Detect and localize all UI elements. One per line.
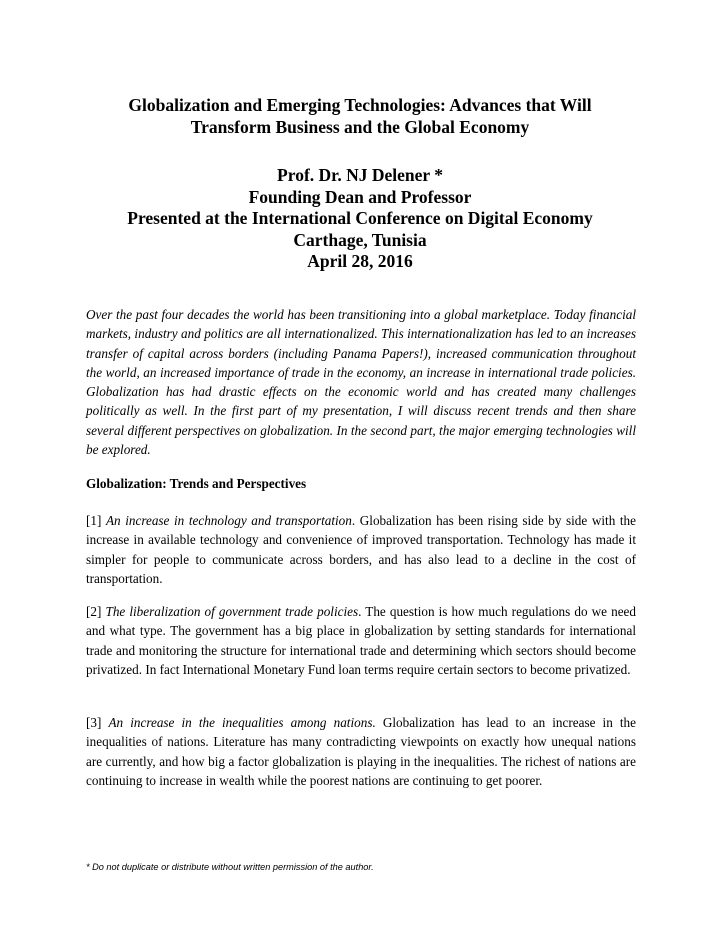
author-byline [70, 165, 650, 273]
section-heading: Globalization: Trends and Perspectives [86, 476, 307, 491]
abstract: Over the past four decades the world has been transitioning into a global marketplace. Today financial markets, industry and politics are all internationalized. This internationalization has led to an increases transfer of capital across borders (including Panama Papers!), increased communication throughout the world, an increased importance of trade in the economy, an increase in international trade policies. Globalization has had drastic effects on the economic world and has created many challenges politically as well. In the first part of my presentation, I will discuss recent trends and then share several different perspectives on globalization. In the second part, the major emerging technologies will be explored. [86, 307, 636, 458]
footnote: * Do not duplicate or distribute without written permission of the author. [86, 862, 374, 872]
author-name: Prof. Dr. NJ Delener * [277, 165, 443, 185]
item-punct: . [351, 513, 356, 528]
paragraph-2 [86, 602, 636, 679]
item-topic: An increase in technology and transportation [105, 513, 352, 528]
title-line-2: Transform Business and the Global Economy [190, 117, 530, 137]
item-topic: The liberalization of government trade policies [105, 604, 359, 619]
document-title [80, 94, 640, 138]
conference-name: Presented at the International Conference on Digital Economy [127, 208, 593, 228]
item-body: The question is how much regulations do we need and what type. The government has a big place in globalization by setting standards for international trade and monitoring the structure for international trade and determining which sectors should become privatized. In fact International Monetary Fund loan terms require certain sectors to become privatized. [86, 604, 636, 677]
paragraph-1 [86, 511, 636, 588]
item-body: Globalization has been rising side by side with the increase in available technology and convenience of improved transportation. Technology has made it simpler for people to communicate across borders, and has also lead to a decline in the cost of transportation. [86, 513, 636, 586]
item-number: [2] [86, 604, 102, 619]
item-topic: An increase in the inequalities among nations. [108, 715, 376, 730]
item-number: [3] [86, 715, 102, 730]
paragraph-3 [86, 713, 636, 790]
item-number: [1] [86, 513, 102, 528]
conference-location: Carthage, Tunisia [293, 229, 427, 250]
title-line-1: Globalization and Emerging Technologies: Advances that Will [128, 95, 592, 115]
item-punct: . [358, 604, 362, 619]
presentation-date: April 28, 2016 [307, 251, 413, 271]
author-position: Founding Dean and Professor [248, 186, 472, 207]
item-body: Globalization has lead to an increase in the inequalities of nations. Literature has many contradicting viewpoints on exactly how unequal nations are currently, and how big a factor globalization is playing in the inequalities. The richest of nations are continuing to increase in wealth while the poorest nations are continuing to get poorer. [86, 715, 636, 788]
